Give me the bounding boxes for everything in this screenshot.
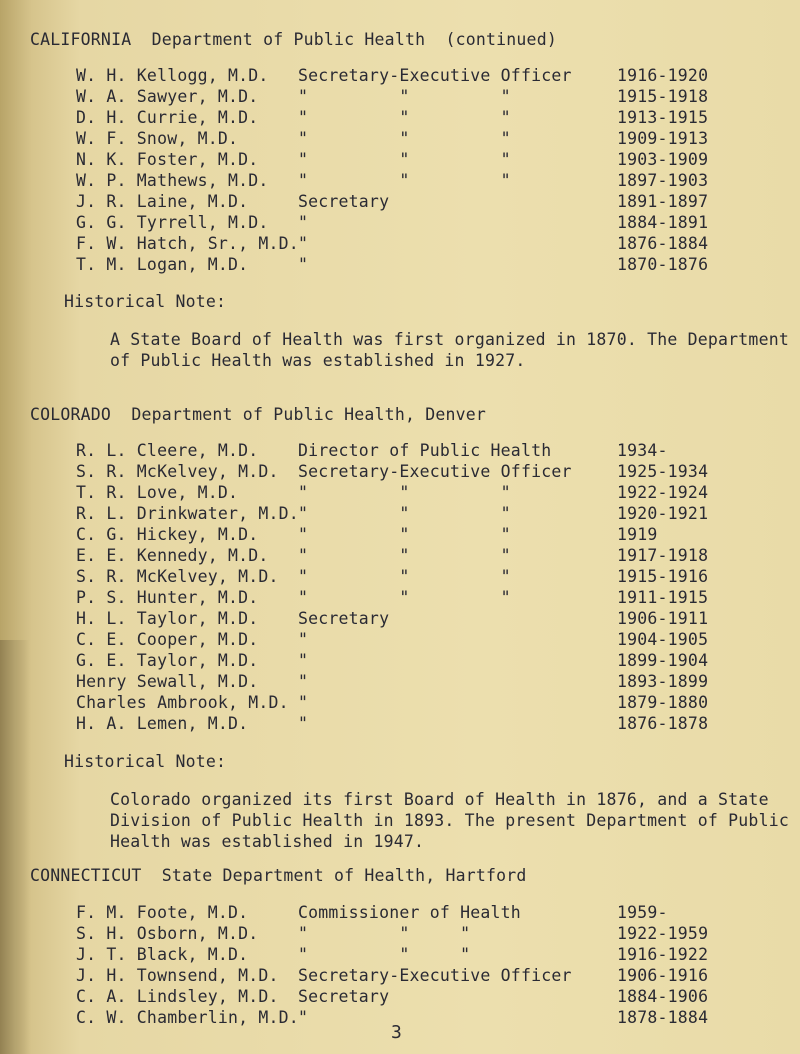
- official-name: S. R. McKelvey, M.D.: [76, 567, 279, 586]
- term-years: 1899-1904: [617, 651, 709, 670]
- official-title: Commissioner of Health: [298, 903, 521, 922]
- official-title: " " ": [298, 567, 511, 586]
- official-name: D. H. Currie, M.D.: [76, 108, 259, 127]
- official-title: ": [298, 693, 309, 712]
- term-years: 1916-1920: [617, 66, 709, 85]
- term-years: 1891-1897: [617, 192, 709, 211]
- official-name: Charles Ambrook, M.D.: [76, 693, 289, 712]
- term-years: 1916-1922: [617, 945, 709, 964]
- official-title: " " ": [298, 525, 511, 544]
- official-title: ": [298, 255, 309, 274]
- official-title: " " ": [298, 150, 511, 169]
- term-years: 1915-1918: [617, 87, 709, 106]
- official-title: " " ": [298, 945, 471, 964]
- term-years: 1906-1916: [617, 966, 709, 985]
- official-name: F. W. Hatch, Sr., M.D.: [76, 234, 299, 253]
- section-heading-connecticut: CONNECTICUT State Department of Health, Hartford: [30, 866, 527, 885]
- official-title: ": [298, 672, 309, 691]
- term-years: 1925-1934: [617, 462, 709, 481]
- official-name: G. E. Taylor, M.D.: [76, 651, 259, 670]
- term-years: 1915-1916: [617, 567, 709, 586]
- official-title: ": [298, 234, 309, 253]
- term-years: 1904-1905: [617, 630, 709, 649]
- official-title: " " ": [298, 588, 511, 607]
- term-years: 1876-1884: [617, 234, 709, 253]
- official-title: " " ": [298, 108, 511, 127]
- term-years: 1922-1959: [617, 924, 709, 943]
- official-name: N. K. Foster, M.D.: [76, 150, 259, 169]
- official-name: J. H. Townsend, M.D.: [76, 966, 279, 985]
- official-title: " " ": [298, 129, 511, 148]
- official-name: W. P. Mathews, M.D.: [76, 171, 269, 190]
- term-years: 1911-1915: [617, 588, 709, 607]
- term-years: 1876-1878: [617, 714, 709, 733]
- official-name: J. R. Laine, M.D.: [76, 192, 249, 211]
- official-name: Henry Sewall, M.D.: [76, 672, 259, 691]
- official-name: F. M. Foote, M.D.: [76, 903, 249, 922]
- term-years: 1897-1903: [617, 171, 709, 190]
- term-years: 1920-1921: [617, 504, 709, 523]
- official-name: C. G. Hickey, M.D.: [76, 525, 259, 544]
- term-years: 1870-1876: [617, 255, 709, 274]
- official-name: C. E. Cooper, M.D.: [76, 630, 259, 649]
- term-years: 1913-1915: [617, 108, 709, 127]
- term-years: 1919: [617, 525, 658, 544]
- page-number: 3: [391, 1022, 402, 1043]
- official-name: W. A. Sawyer, M.D.: [76, 87, 259, 106]
- term-years: 1934-: [617, 441, 668, 460]
- official-name: H. L. Taylor, M.D.: [76, 609, 259, 628]
- official-name: H. A. Lemen, M.D.: [76, 714, 249, 733]
- official-title: Secretary: [298, 192, 390, 211]
- term-years: 1903-1909: [617, 150, 709, 169]
- section-heading-colorado: COLORADO Department of Public Health, Denver: [30, 405, 487, 424]
- historical-note-label: Historical Note:: [64, 752, 227, 771]
- official-title: Director of Public Health: [298, 441, 552, 460]
- official-title: Secretary: [298, 609, 390, 628]
- historical-note-text: A State Board of Health was first organized in 1870. The Department of Public Health was established in 1927.: [110, 330, 789, 370]
- historical-note-text: Colorado organized its first Board of Health in 1876, and a State Division of Public Health in 1893. The present Department of Public Health was established in 1947.: [110, 790, 789, 851]
- term-years: 1884-1906: [617, 987, 709, 1006]
- section-heading-california: CALIFORNIA Department of Public Health (continued): [30, 30, 557, 49]
- official-title: ": [298, 714, 309, 733]
- official-title: ": [298, 213, 309, 232]
- term-years: 1917-1918: [617, 546, 709, 565]
- official-name: C. W. Chamberlin, M.D.: [76, 1008, 299, 1027]
- official-name: E. E. Kennedy, M.D.: [76, 546, 269, 565]
- term-years: 1909-1913: [617, 129, 709, 148]
- official-name: W. H. Kellogg, M.D.: [76, 66, 269, 85]
- official-title: Secretary: [298, 987, 390, 1006]
- historical-note-label: Historical Note:: [64, 292, 227, 311]
- official-title: " " ": [298, 504, 511, 523]
- official-name: G. G. Tyrrell, M.D.: [76, 213, 269, 232]
- term-years: 1959-: [617, 903, 668, 922]
- official-name: S. R. McKelvey, M.D.: [76, 462, 279, 481]
- official-title: " " ": [298, 483, 511, 502]
- official-name: P. S. Hunter, M.D.: [76, 588, 259, 607]
- official-name: T. R. Love, M.D.: [76, 483, 239, 502]
- term-years: 1922-1924: [617, 483, 709, 502]
- term-years: 1878-1884: [617, 1008, 709, 1027]
- official-name: R. L. Drinkwater, M.D.: [76, 504, 299, 523]
- official-name: J. T. Black, M.D.: [76, 945, 249, 964]
- official-title: Secretary-Executive Officer: [298, 966, 572, 985]
- official-title: " " ": [298, 924, 471, 943]
- official-title: ": [298, 1008, 309, 1027]
- official-title: " " ": [298, 546, 511, 565]
- term-years: 1906-1911: [617, 609, 709, 628]
- term-years: 1879-1880: [617, 693, 709, 712]
- official-title: " " ": [298, 87, 511, 106]
- official-name: R. L. Cleere, M.D.: [76, 441, 259, 460]
- term-years: 1893-1899: [617, 672, 709, 691]
- official-title: " " ": [298, 171, 511, 190]
- official-name: S. H. Osborn, M.D.: [76, 924, 259, 943]
- official-title: Secretary-Executive Officer: [298, 462, 572, 481]
- official-name: C. A. Lindsley, M.D.: [76, 987, 279, 1006]
- term-years: 1884-1891: [617, 213, 709, 232]
- official-title: ": [298, 651, 309, 670]
- official-name: T. M. Logan, M.D.: [76, 255, 249, 274]
- official-title: Secretary-Executive Officer: [298, 66, 572, 85]
- official-title: ": [298, 630, 309, 649]
- page-edge-shadow: [0, 640, 30, 1054]
- official-name: W. F. Snow, M.D.: [76, 129, 239, 148]
